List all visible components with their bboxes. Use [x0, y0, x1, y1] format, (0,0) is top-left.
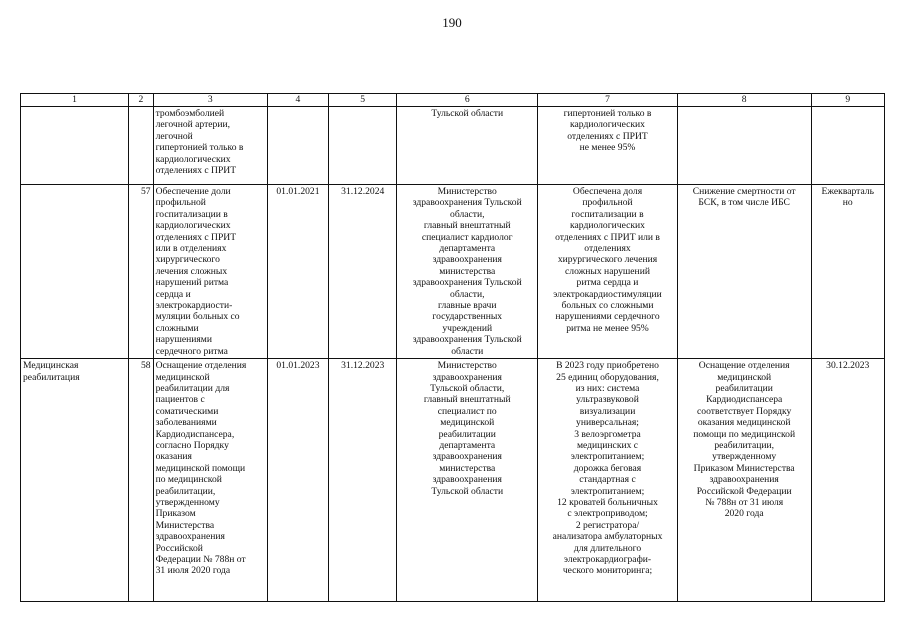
table-row [21, 107, 885, 185]
table-cell-deadline: Ежекварталь но [811, 185, 885, 359]
header-row [21, 94, 885, 107]
table-cell-result: Обеспечена доля профильной госпитализации в кардиологических отделениях с ПРИТ или в отделениях хирургического лечения сложных нарушений ритма сердца и электрокардиостимуляции больных со сложными нарушениями сердечного ритма не менее 95% [538, 185, 678, 359]
table-cell-result: гипертонией только в кардиологических отделениях с ПРИТ не менее 95% [538, 107, 678, 185]
table-cell-activity: тромбоэмболией легочной артерии, легочной гипертонией только в кардиологических отделениях с ПРИТ [153, 107, 267, 185]
table-cell-start-date [267, 107, 328, 185]
table-row [21, 185, 885, 359]
table-cell-indicator [677, 107, 811, 185]
table-cell-section [21, 107, 129, 185]
table-cell-indicator: Снижение смертности от БСК, в том числе ИБС [677, 185, 811, 359]
table-cell-number: 57 [129, 185, 153, 359]
table-cell-deadline: 30.12.2023 [811, 359, 885, 602]
column-header: 2 [129, 94, 153, 107]
column-header: 3 [153, 94, 267, 107]
table-cell-responsible: Министерство здравоохранения Тульской области, главный внештатный специалист по медицинской реабилитации департамента здравоохранения министерства здравоохранения Тульской области [397, 359, 538, 602]
table-row [21, 359, 885, 602]
table-cell-end-date: 31.12.2023 [329, 359, 397, 602]
table-cell-responsible: Тульской области [397, 107, 538, 185]
table-cell-section [21, 185, 129, 359]
table-cell-result: В 2023 году приобретено 25 единиц оборудования, из них: система ультразвуковой визуализации универсальная; 3 велоэргометра медицинских с электропитанием; дорожка беговая стандартная с электропитанием; 12 кроватей больничных с электроприводом; 2 регистратора/ анализатора амбулаторных для длительного электрокардиографи- ческого мониторинга; [538, 359, 678, 602]
table-cell-activity: Оснащение отделения медицинской реабилитации для пациентов с соматическими заболеваниями Кардиодиспансера, согласно Порядку оказания медицинской помощи по медицинской реабилитации, утвержденному Приказом Министерства здравоохранения Российской Федерации № 788н от 31 июля 2020 года [153, 359, 267, 602]
table-cell-number [129, 107, 153, 185]
table-cell-start-date: 01.01.2021 [267, 185, 328, 359]
table-cell-number: 58 [129, 359, 153, 602]
column-header: 6 [397, 94, 538, 107]
table-cell-responsible: Министерство здравоохранения Тульской области, главный внештатный специалист кардиолог департамента здравоохранения министерства здравоохранения Тульской области, главные врачи государственных учреждений здравоохранения Тульской области [397, 185, 538, 359]
table-cell-end-date: 31.12.2024 [329, 185, 397, 359]
column-header: 1 [21, 94, 129, 107]
plan-table [20, 93, 885, 602]
column-header: 7 [538, 94, 678, 107]
page-number: 190 [442, 15, 462, 30]
table-cell-indicator: Оснащение отделения медицинской реабилитации Кардиодиспансера соответствует Порядку оказания медицинской помощи по медицинской реабилитации, утвержденному Приказом Министерства здравоохранения Российской Федерации № 788н от 31 июля 2020 года [677, 359, 811, 602]
table-cell-end-date [329, 107, 397, 185]
column-header: 9 [811, 94, 885, 107]
column-header: 5 [329, 94, 397, 107]
table-cell-activity: Обеспечение доли профильной госпитализации в кардиологических отделениях с ПРИТ или в отделениях хирургического лечения сложных нарушений ритма сердца и электрокардиости- муляции больных со сложными нарушениями сердечного ритма [153, 185, 267, 359]
table-cell-start-date: 01.01.2023 [267, 359, 328, 602]
column-header: 8 [677, 94, 811, 107]
table-cell-deadline [811, 107, 885, 185]
column-header: 4 [267, 94, 328, 107]
table-cell-section: Медицинская реабилитация [21, 359, 129, 602]
